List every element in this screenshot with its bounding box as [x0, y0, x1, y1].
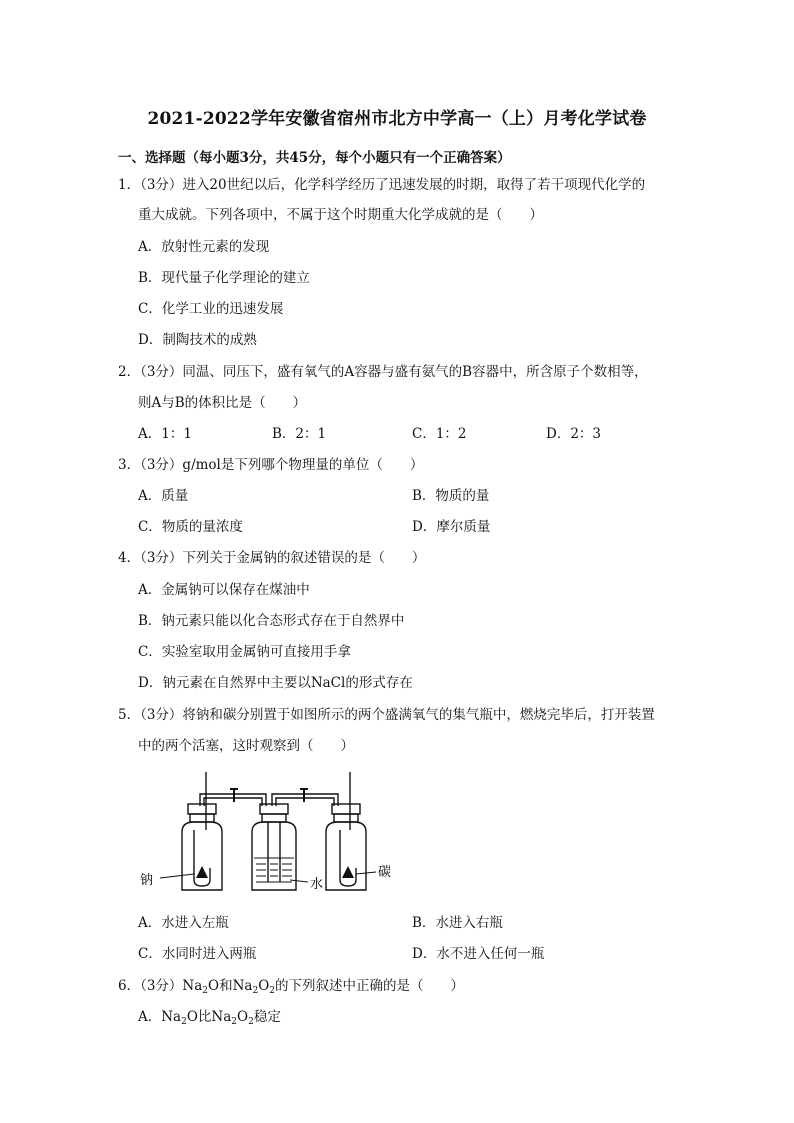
question-2-option-c: C．1：2 [412, 426, 467, 442]
question-3-line-1: 3．（3分）g/mol是下列哪个物理量的单位（ ） [118, 457, 424, 473]
question-4-option-d: D．钠元素在自然界中主要以NaCl的形式存在 [138, 675, 413, 691]
label-sodium: 钠 [140, 873, 154, 888]
question-1-option-d: D．制陶技术的成熟 [138, 332, 257, 348]
question-4-option-c: C．实验室取用金属钠可直接用手拿 [138, 644, 351, 660]
question-2-option-d: D．2：3 [546, 426, 602, 442]
question-5-option-d: D．水不进入任何一瓶 [412, 946, 545, 962]
question-4-option-a: A．金属钠可以保存在煤油中 [138, 582, 310, 598]
page-title: 2021-2022学年安徽省宿州市北方中学高一（上）月考化学试卷 [147, 109, 647, 129]
question-5-line-2: 中的两个活塞，这时观察到（ ） [138, 738, 354, 754]
question-1-option-a: A．放射性元素的发现 [138, 239, 270, 255]
label-water: 水 [310, 877, 324, 892]
question-5-option-b: B．水进入右瓶 [412, 915, 503, 931]
question-1-option-c: C．化学工业的迅速发展 [138, 301, 284, 317]
question-1-line-1: 1．（3分）进入20世纪以后，化学科学经历了迅速发展的时期，取得了若干项现代化学的 [118, 177, 646, 193]
gas-bottle-apparatus-figure [138, 770, 400, 900]
question-2-option-a: A．1：1 [138, 426, 192, 442]
question-2-line-1: 2．（3分）同温、同压下，盛有氧气的A容器与盛有氨气的B容器中，所含原子个数相等， [118, 364, 648, 380]
question-4-line-1: 4．（3分）下列关于金属钠的叙述错误的是（ ） [118, 550, 426, 566]
section-heading: 一、选择题（每小题3分，共45分，每个小题只有一个正确答案） [118, 150, 511, 166]
question-1-line-2: 重大成就。下列各项中，不属于这个时期重大化学成就的是（ ） [138, 207, 543, 223]
question-2-option-b: B．2：1 [272, 426, 327, 442]
question-5-line-1: 5．（3分）将钠和碳分别置于如图所示的两个盛满氧气的集气瓶中，燃烧完毕后，打开装置 [118, 707, 655, 723]
question-2-line-2: 则A与B的体积比是（ ） [138, 395, 307, 411]
question-1-option-b: B．现代量子化学理论的建立 [138, 270, 310, 286]
question-5-option-a: A．水进入左瓶 [138, 915, 229, 931]
question-3-option-a: A．质量 [138, 488, 189, 504]
question-3-option-c: C．物质的量浓度 [138, 519, 243, 535]
question-5-option-c: C．水同时进入两瓶 [138, 946, 257, 962]
label-carbon: 碳 [378, 865, 392, 880]
question-6-line-1: 6．（3分）$Na_2O$和$Na_2O_2$的下列叙述中正确的是（ ） [118, 978, 465, 996]
question-3-option-d: D．摩尔质量 [412, 519, 491, 535]
question-4-option-b: B．钠元素只能以化合态形式存在于自然界中 [138, 613, 405, 629]
question-3-option-b: B．物质的量 [412, 488, 490, 504]
question-6-option-a: A．$Na_2O$比$Na_2O_2$稳定 [138, 1009, 281, 1027]
